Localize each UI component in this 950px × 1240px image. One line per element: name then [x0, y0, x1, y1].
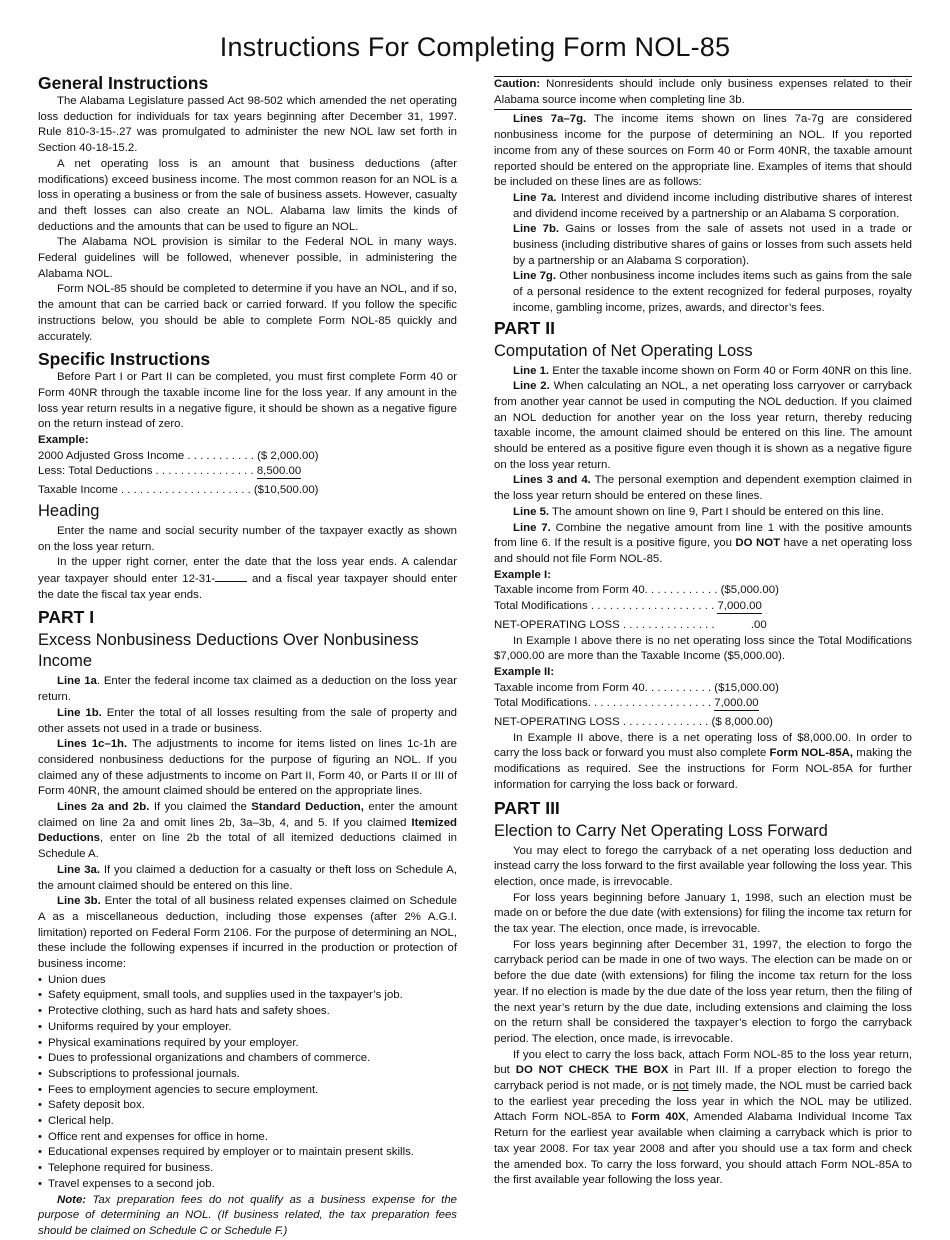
- example2-row-modifications: Total Modifications. . . . . . . . . . . . . . . . . . . . 7,000.00: [494, 697, 759, 710]
- expense-list: [38, 973, 457, 1193]
- example2-text: In Example II above, there is a net operating loss of $8,000.00. In order to carry the loss back or forward you must also complete Form NOL-85A, making the modifications as required. See the instructions for Form NOL-85A for further information for carrying the loss back or forward.: [494, 731, 912, 791]
- line7a: Line 7a. Interest and dividend income including distributive shares of interest and dividend income received by a partnership or an Alabama S corporation.: [513, 191, 913, 220]
- list-item: • Safety deposit box.: [38, 1098, 457, 1114]
- part3-p3: For loss years beginning after December 31, 1997, the election to forgo the carryback period can be made in one of two ways. The election can be made on or before the due date (with extensions) for filing the income tax return for the loss year. If no election is made by the due date of the loss year return, then the filing of the next year’s return by the due date, including extensions and claiming the loss on the return shall be considered the taxpayer’s election to forgo the carryback period. The election, once made, is irrevocable.: [494, 938, 912, 1045]
- list-item: • Safety equipment, small tools, and supplies used in the taxpayer’s job.: [38, 988, 457, 1004]
- blank-line: [215, 571, 247, 582]
- example2-row-nol: NET-OPERATING LOSS . . . . . . . . . . . . . . ($ 8,000.00): [494, 716, 773, 729]
- example1-row-modifications: Total Modifications . . . . . . . . . . . . . . . . . . . . 7,000.00: [494, 600, 762, 613]
- example1-row-taxable: Taxable income from Form 40. . . . . . . . . . . . ($5,000.00): [494, 584, 779, 597]
- example1-text: In Example I above there is no net operating loss since the Total Modifications $7,000.00 are more than the Taxable Income ($5,000.00).: [494, 634, 912, 663]
- general-p1: The Alabama Legislature passed Act 98-502 which amended the net operating loss deduction for individuals for tax years beginning after December 31, 1997. Rule 810-3-15-.27 was promulgated to administer the new NOL law set forth in Section 40-18-15.2.: [38, 95, 457, 155]
- example-row-taxable: Taxable Income . . . . . . . . . . . . . . . . . . . . . ($10,500.00): [38, 484, 319, 497]
- list-item: • Dues to professional organizations and chambers of commerce.: [38, 1051, 457, 1067]
- list-item: • Physical examinations required by your employer.: [38, 1036, 457, 1052]
- general-p2: A net operating loss is an amount that business deductions (after modifications) exceed business income. The most common reason for an NOL is a loss in operating a business or from the sale of business assets. However, casualty and theft losses can also create an NOL. Alabama law limits the kinds of deductions and the amounts that can be used to figure an NOL.: [38, 157, 457, 233]
- part2-line1: Line 1. Enter the taxable income shown on Form 40 or Form 40NR on this line.: [513, 364, 912, 377]
- example2-label: Example II:: [494, 665, 555, 678]
- general-p4: Form NOL-85 should be completed to determine if you have an NOL, and if so, the amount that can be carried back or carried forward. If you follow the specific instructions below, you should be able to complete Form NOL-85 quickly and accurately.: [38, 283, 457, 343]
- caution-note: Caution: Nonresidents should include only business expenses related to their Alabama source income when completing line 3b.: [494, 76, 912, 110]
- part1-heading: PART I: [38, 607, 95, 628]
- specific-instructions-heading: Specific Instructions: [38, 349, 211, 370]
- part2-heading: PART II: [494, 317, 555, 338]
- list-item: • Telephone required for business.: [38, 1161, 457, 1177]
- list-item: • Subscriptions to professional journals.: [38, 1067, 457, 1083]
- example2-row-taxable: Taxable income from Form 40. . . . . . . . . . . ($15,000.00): [494, 681, 779, 694]
- example-label: Example:: [38, 434, 89, 447]
- left-column: [38, 72, 457, 1240]
- part3-heading: PART III: [494, 797, 560, 818]
- list-item: • Protective clothing, such as hard hats and safety shoes.: [38, 1004, 457, 1020]
- part1-line1b: Line 1b. Enter the total of all losses resulting from the sale of property and other assets not used in a trade or business.: [38, 706, 457, 735]
- list-item: • Fees to employment agencies to secure employment.: [38, 1083, 457, 1099]
- part2-lines3-4: Lines 3 and 4. The personal exemption and dependent exemption claimed in the loss year return should be entered on these lines.: [494, 474, 912, 503]
- list-item: • Uniforms required by your employer.: [38, 1020, 457, 1036]
- part3-subheading: Election to Carry Net Operating Loss Forward: [494, 821, 828, 840]
- heading-p2: In the upper right corner, enter the date that the loss year ends. A calendar year taxpayer should enter 12-31- and a fiscal year taxpayer should enter the date the fiscal tax year ends.: [38, 556, 457, 601]
- lines7a-7g: Lines 7a–7g. The income items shown on lines 7a-7g are considered nonbusiness income for the purpose of determining an NOL. If you reported income from any of these sources on Form 40 or Form 40NR, the taxable amount reported should be entered on the appropriate line. Examples of items that should be included on these lines are as follows:: [494, 113, 912, 189]
- heading-p1: Enter the name and social security number of the taxpayer exactly as shown on the loss year return.: [38, 524, 457, 553]
- part1-line3a: Line 3a. If you claimed a deduction for a casualty or theft loss on Schedule A, the amount claimed should be entered on this line.: [38, 863, 458, 892]
- part1-line1a: Line 1a. Enter the federal income tax claimed as a deduction on the loss year return.: [38, 675, 457, 704]
- part1-lines1c-1h: Lines 1c–1h. The adjustments to income for items listed on lines 1c-1h are considered nonbusiness deductions for the purpose of figuring an NOL. If you claimed any of these adjustments to income on Part II, Form 40, or Parts II or III of Form 40NR, the amount claimed should be entered on the appropriate lines.: [38, 738, 457, 798]
- part1-subheading: Excess Nonbusiness Deductions Over Nonbusiness Income: [38, 631, 419, 671]
- part3-p2: For loss years beginning before January 1, 1998, such an election must be made on or before the due date (with extensions) for filing the income tax return for the tax year. The election, once made, is irrevocable.: [494, 891, 912, 936]
- part3-p4: If you elect to carry the loss back, attach Form NOL-85 to the loss year return, but DO NOT CHECK THE BOX in Part III. If a proper election to forego the carryback period is not made, or is not timely made, the NOL must be carried back to the earliest year preceding the loss year in which the NOL may be utilized. Attach Form NOL-85A to Form 40X, Amended Alabama Individual Income Tax Return for the earliest year available when claiming a carryback which is prior to tax year 2008. For tax year 2008 and after you should use a tax form and check the amended box. To carry the loss forward, you should attach Form NOL-85A to the first available year following the loss year.: [494, 1048, 912, 1187]
- line7b: Line 7b. Gains or losses from the sale of assets not used in a trade or business (including distributive shares of gains or losses from such assets held by a partnership or an Alabama S corporation).: [513, 223, 912, 267]
- list-item: • Office rent and expenses for office in home.: [38, 1130, 457, 1146]
- specific-p1: Before Part I or Part II can be completed, you must first complete Form 40 or Form 40NR through the taxable income line for the loss year. If any amount in the loss year return results in a negative figure, it should be shown as a negative figure on the return instead of zero.: [38, 371, 457, 431]
- part2-subheading: Computation of Net Operating Loss: [494, 341, 753, 360]
- general-instructions-heading: General Instructions: [38, 73, 209, 93]
- part1-lines2a-2b: Lines 2a and 2b. If you claimed the Standard Deduction, enter the amount claimed on line 2a and omit lines 2b, 3a–3b, 4, and 5. If you claimed Itemized Deductions, enter on line 2b the total of all itemized deductions claimed in Schedule A.: [38, 801, 457, 861]
- right-column: [494, 76, 912, 1189]
- example1-label: Example I:: [494, 568, 551, 581]
- part2-line7: Line 7. Combine the negative amount from line 1 with the positive amounts from line 6. If the result is a positive figure, you DO NOT have a net operating loss and should not file Form NOL-85.: [494, 521, 913, 565]
- page-title: Instructions For Completing Form NOL-85: [219, 32, 731, 62]
- list-item: • Educational expenses required by employer or to maintain present skills.: [38, 1145, 457, 1161]
- part2-line2: Line 2. When calculating an NOL, a net operating loss carryover or carryback from another year cannot be used in computing the NOL deduction. If you claimed an NOL deduction for another year on the loss year return, thereby reducing taxable income, the amount claimed should be entered on this line. The amount should be entered as a positive figure even though it is shown as a negative figure on the loss year return.: [494, 380, 912, 471]
- example1-row-nol: NET-OPERATING LOSS . . . . . . . . . . . . . . . .00: [494, 618, 767, 631]
- part2-line5: Line 5. The amount shown on line 9, Part I should be entered on this line.: [513, 505, 884, 518]
- example-row-agi: 2000 Adjusted Gross Income . . . . . . . . . . . ($ 2,000.00): [38, 449, 319, 462]
- part3-p1: You may elect to forego the carryback of a net operating loss deduction and instead carry the loss forward to the first available year following the loss year. This election, once made, is irrevocable.: [494, 844, 912, 888]
- list-item: • Clerical help.: [38, 1114, 457, 1130]
- example-row-deductions: Less: Total Deductions . . . . . . . . . . . . . . . . 8,500.00: [38, 465, 302, 478]
- part1-line3b: Line 3b. Enter the total of all business related expenses claimed on Schedule A as a miscellaneous deduction, including those expenses (after 2% A.G.I. limitation) reported on Federal Form 2106. For the purpose of determining an NOL, these include the following expenses if incurred in the production or protection of business income:: [38, 895, 457, 971]
- general-p3: The Alabama NOL provision is similar to the Federal NOL in many ways. Federal guidelines will be followed, whenever possible, in administering the Alabama NOL.: [38, 236, 457, 280]
- list-item: • Union dues: [38, 973, 457, 989]
- line7g: Line 7g. Other nonbusiness income includes items such as gains from the sale of a personal residence to the extent recognized for federal purposes, royalty income, gambling income, prizes, awards, and director’s fees.: [513, 270, 912, 314]
- tax-prep-note: Note: Tax preparation fees do not qualify as a business expense for the purpose of determining an NOL. (If business related, the tax preparation fees should be claimed on Schedule C or Schedule F.): [38, 1193, 457, 1237]
- list-item: • Travel expenses to a second job.: [38, 1177, 457, 1193]
- heading-section-title: Heading: [38, 501, 100, 520]
